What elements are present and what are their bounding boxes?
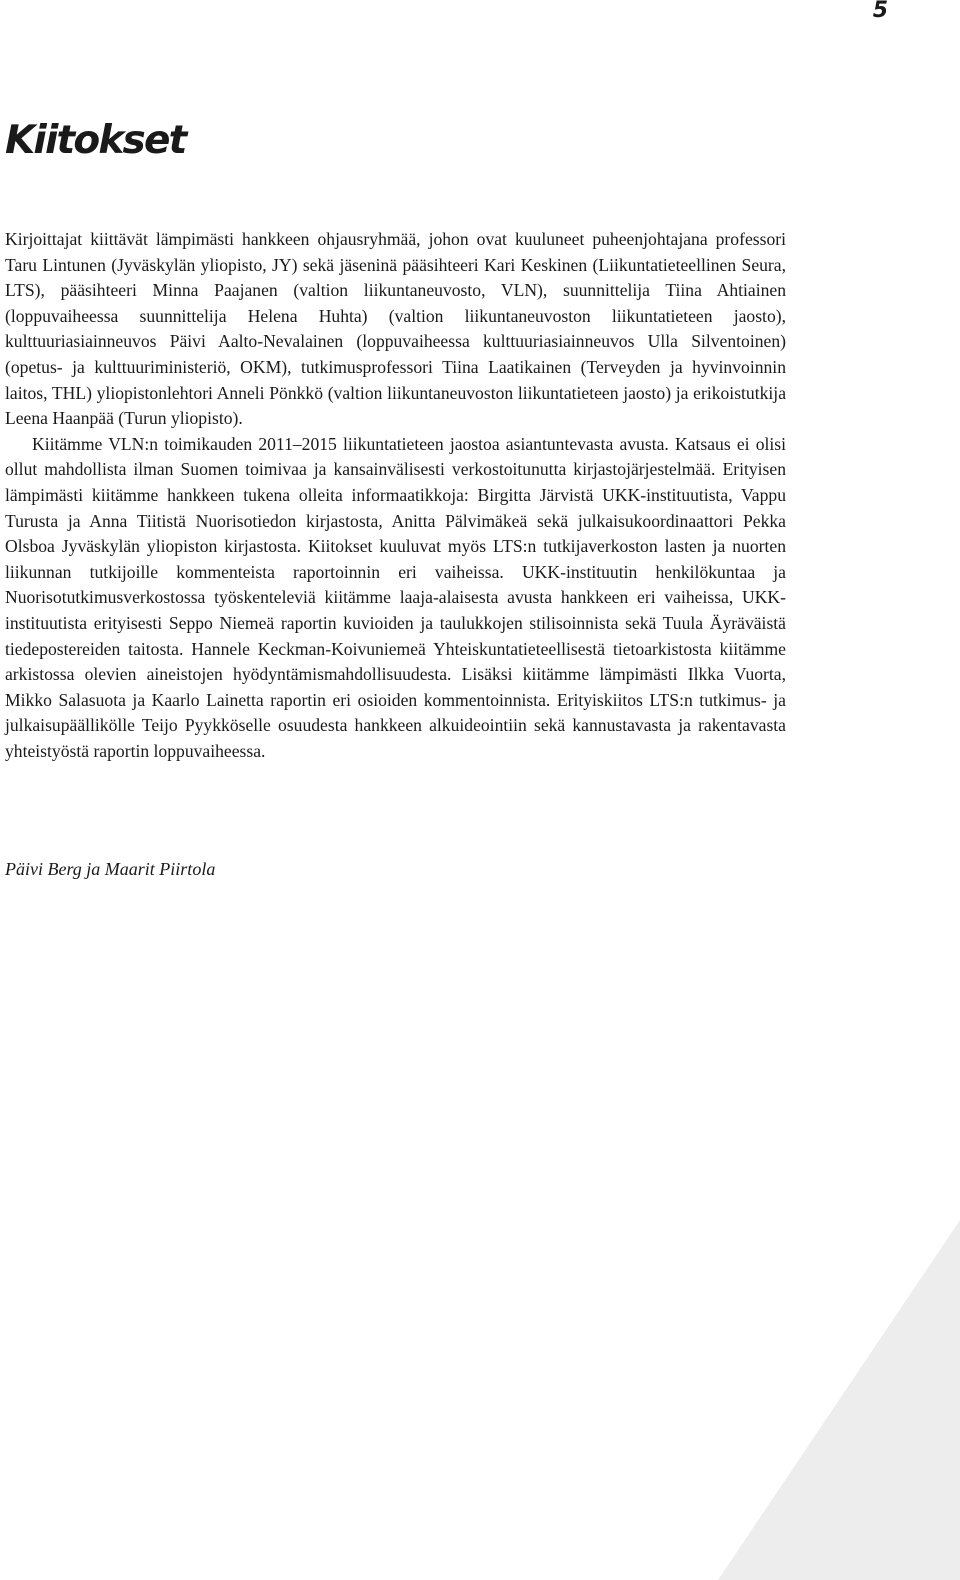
page-number: 5: [872, 0, 888, 23]
body-text: [5, 227, 786, 764]
corner-decoration-shape: [718, 1220, 960, 1580]
corner-decoration: [700, 1220, 960, 1580]
author-signature: Päivi Berg ja Maarit Piirtola: [5, 859, 216, 879]
paragraph: Kirjoittajat kiittävät lämpimästi hankkeen ohjausryhmää, johon ovat kuuluneet puheenjohtajana professori Taru Lintunen (Jyväskylän yliopisto, JY) sekä jäseninä pääsihteeri Kari Keskinen (Liikuntatieteellinen Seura, LTS), pääsihteeri Minna Paajanen (valtion liikuntaneuvosto, VLN), suunnittelija Tiina Ahtiainen (loppuvaiheessa suunnittelija Helena Huhta) (valtion liikuntaneuvoston liikuntatieteen jaosto), kulttuuriasiainneuvos Päivi Aalto-Nevalainen (loppuvaiheessa kulttuuriasiainneuvos Ulla Silventoinen) (opetus- ja kulttuuriministeriö, OKM), tutkimusprofessori Tiina Laatikainen (Terveyden ja hyvinvoinnin laitos, THL) yliopistonlehtori Anneli Pönkkö (valtion liikuntaneuvoston liikuntatieteen jaosto) ja erikoistutkija Leena Haanpää (Turun yliopisto).: [5, 229, 786, 429]
page-title: Kiitokset: [5, 118, 186, 163]
paragraph: Kiitämme VLN:n toimikauden 2011–2015 liikuntatieteen jaostoa asiantuntevasta avusta. Katsaus ei olisi ollut mahdollista ilman Suomen toimivaa ja kansainvälisesti verkostoitunutta kirjastojärjestelmää. Erityisen lämpimästi kiitämme hankkeen tukena olleita informaatikkoja: Birgitta Järvistä UKK-instituutista, Vappu Turusta ja Anna Tiitistä Nuorisotiedon kirjastosta, Anitta Pälvimäkeä sekä julkaisukoordinaattori Pekka Olsboa Jyväskylän yliopiston kirjastosta. Kiitokset kuuluvat myös LTS:n tutkijaverkoston lasten ja nuorten liikunnan tutkijoille kommenteista raportoinnin eri vaiheissa. UKK-instituutin henkilökuntaa ja Nuorisotutkimusverkostossa työskenteleviä kiitämme laaja-alaisesta avusta hankkeen eri vaiheissa, UKK-instituutista erityisesti Seppo Niemeä raportin kuvioiden ja taulukkojen stilisoinnista sekä Tuula Äyräväistä tiedepostereiden taitosta. Hannele Keckman-Koivuniemeä Yhteiskuntatieteellisestä tietoarkistosta kiitämme arkistossa olevien aineistojen hyödyntämismahdollisuudesta. Lisäksi kiitämme lämpimästi Ilkka Vuorta, Mikko Salasuota ja Kaarlo Lainetta raportin eri osioiden kommentoinnista. Erityiskiitos LTS:n tutkimus- ja julkaisupäällikölle Teijo Pyykköselle osuudesta hankkeen alkuideointiin sekä kannustavasta ja rakentavasta yhteistyöstä raportin loppuvaiheessa.: [5, 433, 786, 761]
